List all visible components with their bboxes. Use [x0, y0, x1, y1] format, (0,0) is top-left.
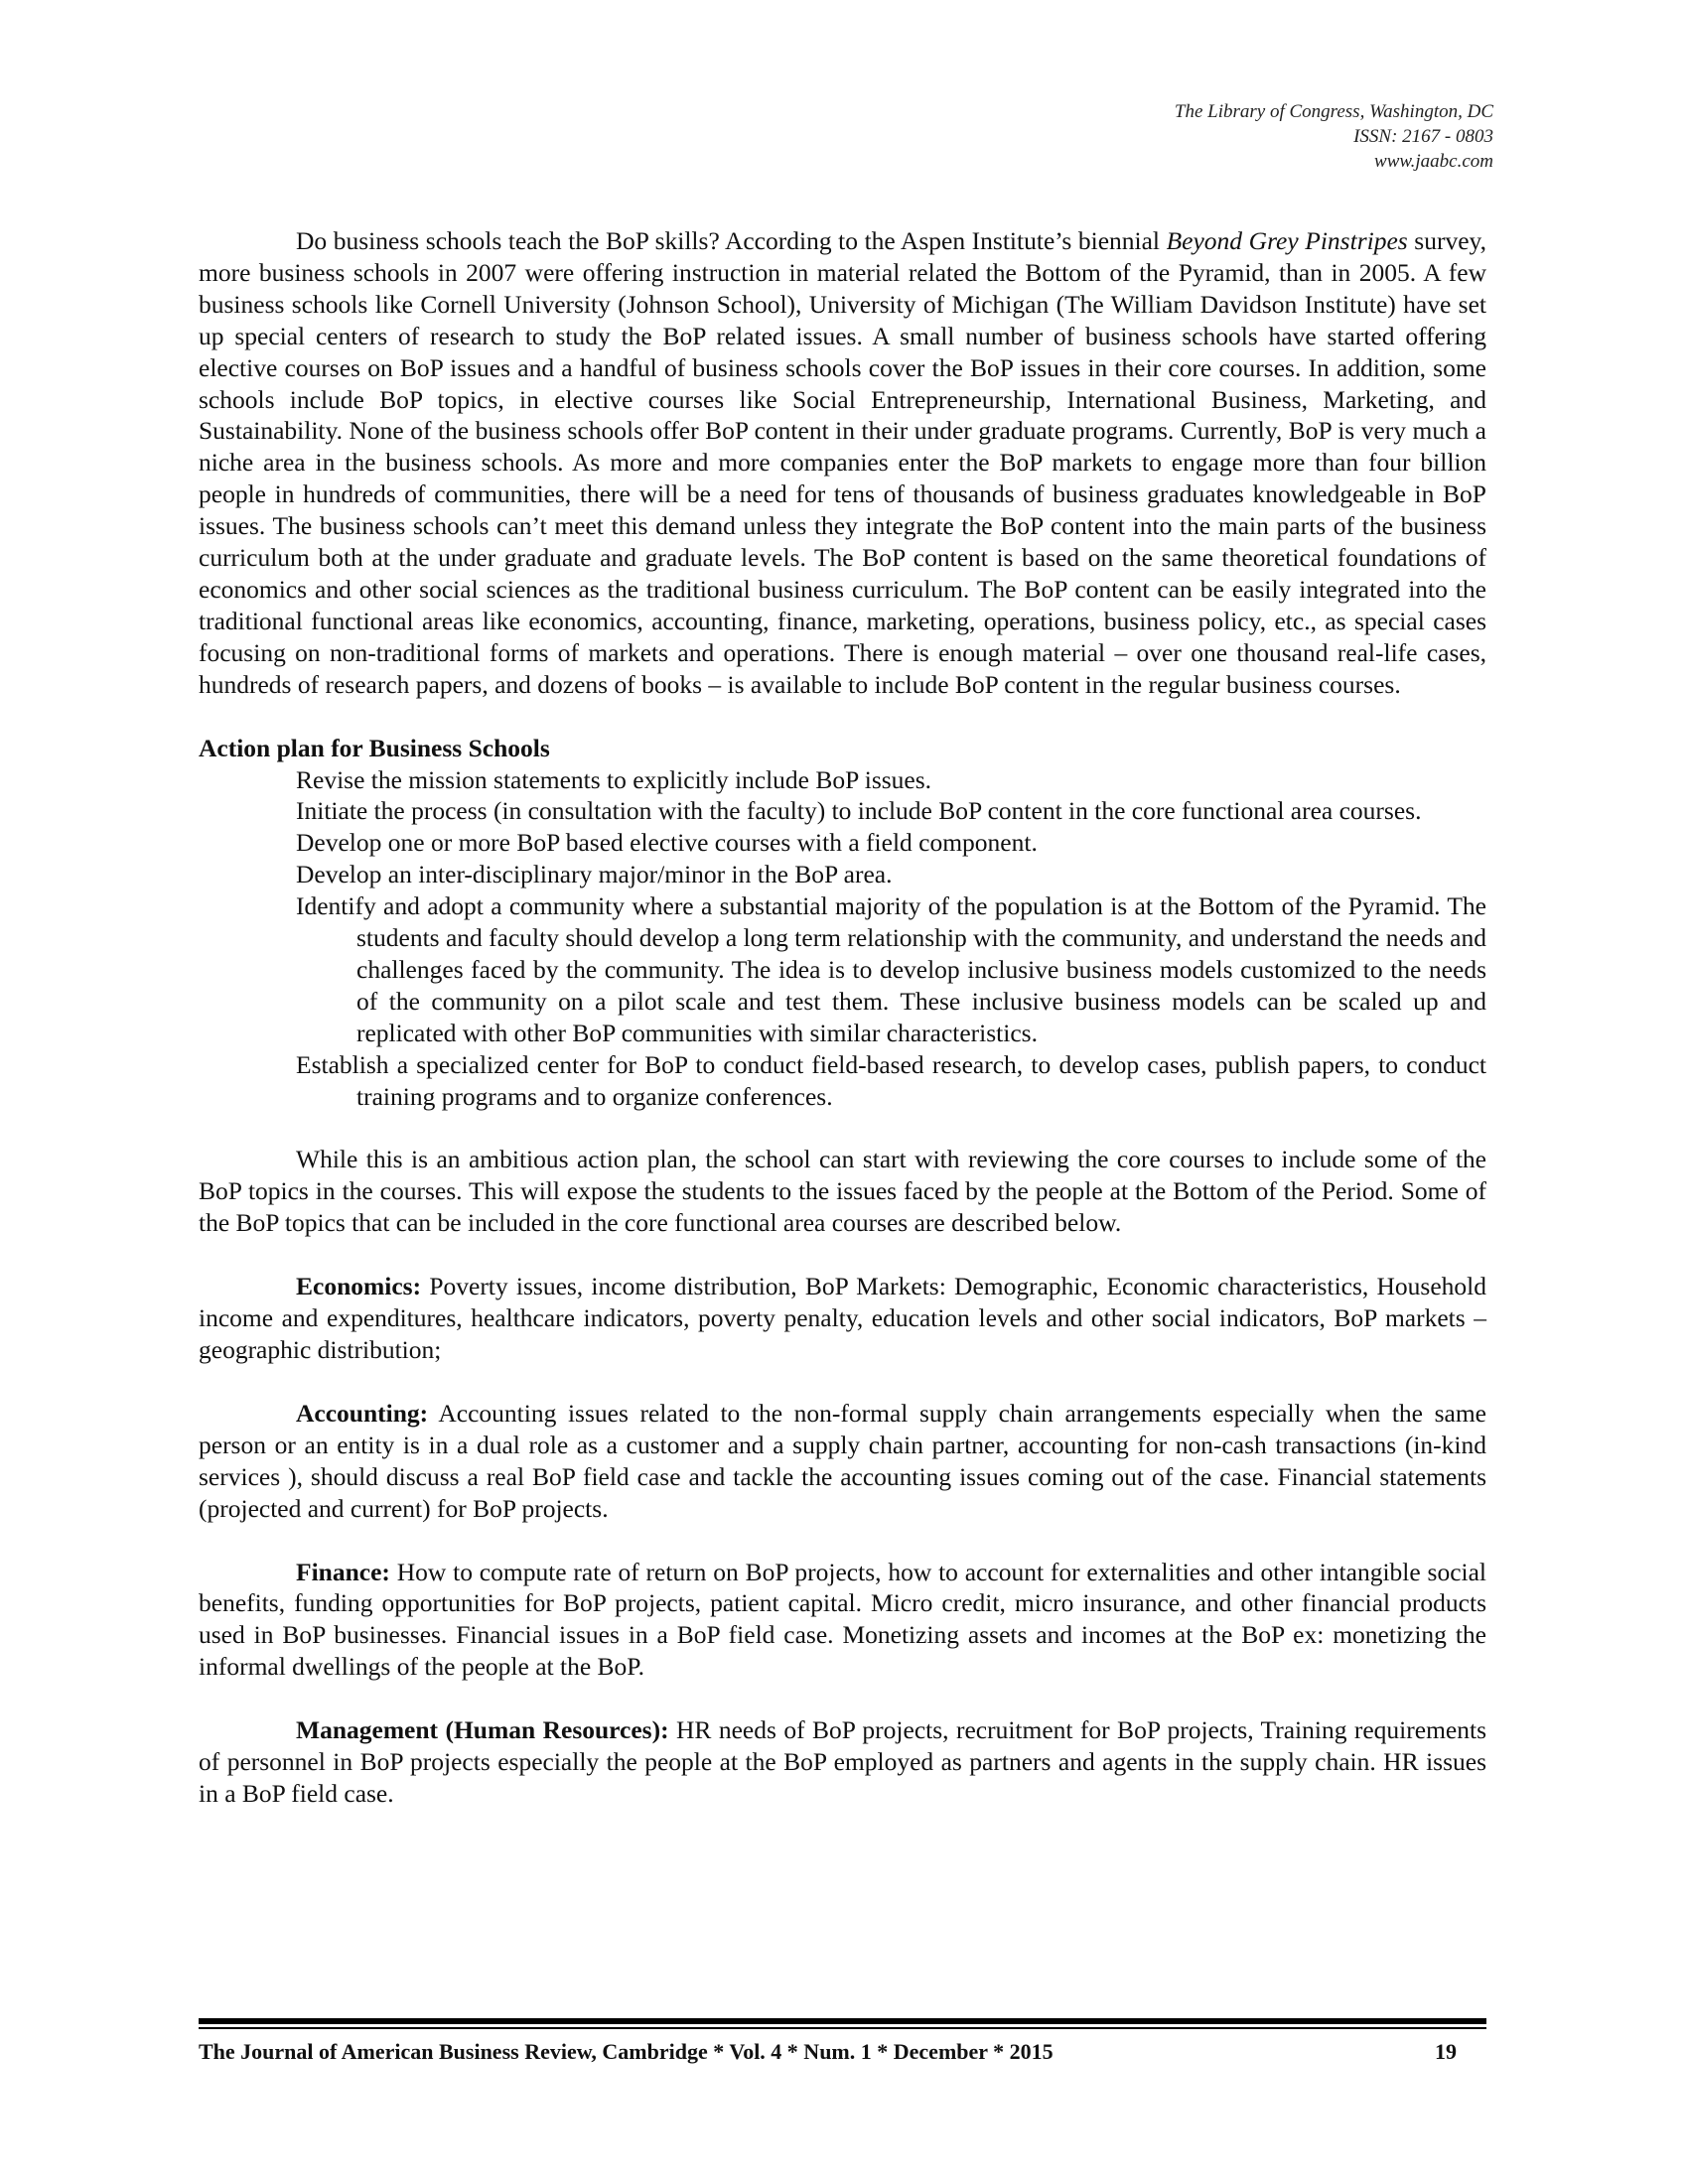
- footer-rule-thick: [199, 2018, 1486, 2024]
- page-number: 19: [1435, 2039, 1457, 2064]
- accounting-label: Accounting:: [296, 1398, 429, 1428]
- finance-text: How to compute rate of return on BoP projects, how to account for externalities and other intangible social benefits, funding opportunities for BoP projects, patient capital. Micro credit, micro insurance, and other financial products used in BoP businesses. Financial issues in a BoP field case. Monetizing assets and incomes at the BoP ex: monetizing the informal dwellings of the people at the BoP.: [199, 1557, 1486, 1682]
- article-body: [199, 225, 1486, 1810]
- header-library: The Library of Congress, Washington, DC: [1174, 101, 1493, 122]
- management-paragraph: [199, 1714, 1486, 1810]
- journal-citation: The Journal of American Business Review, Cambridge * Vol. 4 * Num. 1 * December * 2015: [199, 2039, 1054, 2064]
- summary-paragraph: While this is an ambitious action plan, the school can start with reviewing the core courses to include some of the BoP topics in the courses. This will expose the students to the issues faced by the people at the Bottom of the Period. Some of the BoP topics that can be included in the core functional area courses are described below.: [199, 1145, 1486, 1238]
- list-item: Establish a specialized center for BoP to conduct field-based research, to develop cases, publish papers, to conduct training programs and to organize conferences.: [296, 1049, 1486, 1111]
- accounting-text: Accounting issues related to the non-formal supply chain arrangements especially when the same person or an entity is in a dual role as a customer and a supply chain partner, accounting for non-cash transactions (in-kind services ), should discuss a real BoP field case and tackle the accounting issues coming out of the case. Financial statements (projected and current) for BoP projects.: [199, 1398, 1486, 1523]
- survey-title: Beyond Grey Pinstripes: [1166, 226, 1408, 255]
- list-item: Revise the mission statements to explicitly include BoP issues.: [296, 764, 932, 794]
- finance-paragraph: [199, 1557, 1486, 1684]
- list-item: Initiate the process (in consultation with the faculty) to include BoP content in the core functional area courses.: [296, 796, 1422, 826]
- management-text: HR needs of BoP projects, recruitment for BoP projects, Training requirements of personnel in BoP projects especially the people at the BoP employed as partners and agents in the supply chain. HR issues in a BoP field case.: [199, 1715, 1486, 1808]
- economics-paragraph: [199, 1271, 1486, 1366]
- list-item: Identify and adopt a community where a substantial majority of the population is at the Bottom of the Pyramid. The students and faculty should develop a long term relationship with the community, and understand the needs and challenges faced by the community. The idea is to develop inclusive business models customized to the needs of the community on a pilot scale and test them. These inclusive business models can be scaled up and replicated with other BoP communities with similar characteristics.: [296, 891, 1486, 1047]
- economics-label: Economics:: [296, 1272, 422, 1301]
- list-item: Develop an inter-disciplinary major/minor in the BoP area.: [296, 860, 893, 889]
- list-item: Develop one or more BoP based elective courses with a field component.: [296, 828, 1038, 858]
- accounting-paragraph: [199, 1398, 1486, 1525]
- footer-rule-thin: [199, 2027, 1486, 2029]
- action-plan-list: [199, 764, 1486, 1113]
- intro-paragraph: [199, 225, 1486, 701]
- finance-label: Finance:: [296, 1557, 390, 1586]
- intro-text-a: Do business schools teach the BoP skills? According to the Aspen Institute’s biennial: [296, 226, 1167, 255]
- running-header: [1175, 99, 1493, 174]
- intro-text-b: survey, more business schools in 2007 were offering instruction in material related the Bottom of the Pyramid, than in 2005. A few business schools like Cornell University (Johnson School), University of Michigan (The William Davidson Institute) have set up special centers of research to study the BoP related issues. A small number of business schools have started offering elective courses on BoP issues and a handful of business schools cover the BoP issues in their core courses. In addition, some schools include BoP topics, in elective courses like Social Entrepreneurship, International Business, Marketing, and Sustainability. None of the business schools offer BoP content in their under graduate programs. Currently, BoP is very much a niche area in the business schools. As more and more companies enter the BoP markets to engage more than four billion people in hundreds of communities, there will be a need for tens of thousands of business graduates knowledgeable in BoP issues. The business schools can’t meet this demand unless they integrate the BoP content into the main parts of the business curriculum both at the under graduate and graduate levels. The BoP content is based on the same theoretical foundations of economics and other social sciences as the traditional business curriculum. The BoP content can be easily integrated into the traditional functional areas like economics, accounting, finance, marketing, operations, business policy, etc., as special cases focusing on non-traditional forms of markets and operations. There is enough material – over one thousand real-life cases, hundreds of research papers, and dozens of books – is available to include BoP content in the regular business courses.: [199, 226, 1486, 699]
- header-issn: ISSN: 2167 - 0803: [1353, 126, 1493, 147]
- management-label: Management (Human Resources):: [296, 1715, 669, 1745]
- economics-text: Poverty issues, income distribution, BoP Markets: Demographic, Economic characteristics, Household income and expenditures, healthcare indicators, poverty penalty, education levels and other social indicators, BoP markets – geographic distribution;: [199, 1272, 1486, 1364]
- action-plan-heading: Action plan for Business Schools: [199, 733, 550, 762]
- header-website: www.jaabc.com: [1374, 151, 1493, 172]
